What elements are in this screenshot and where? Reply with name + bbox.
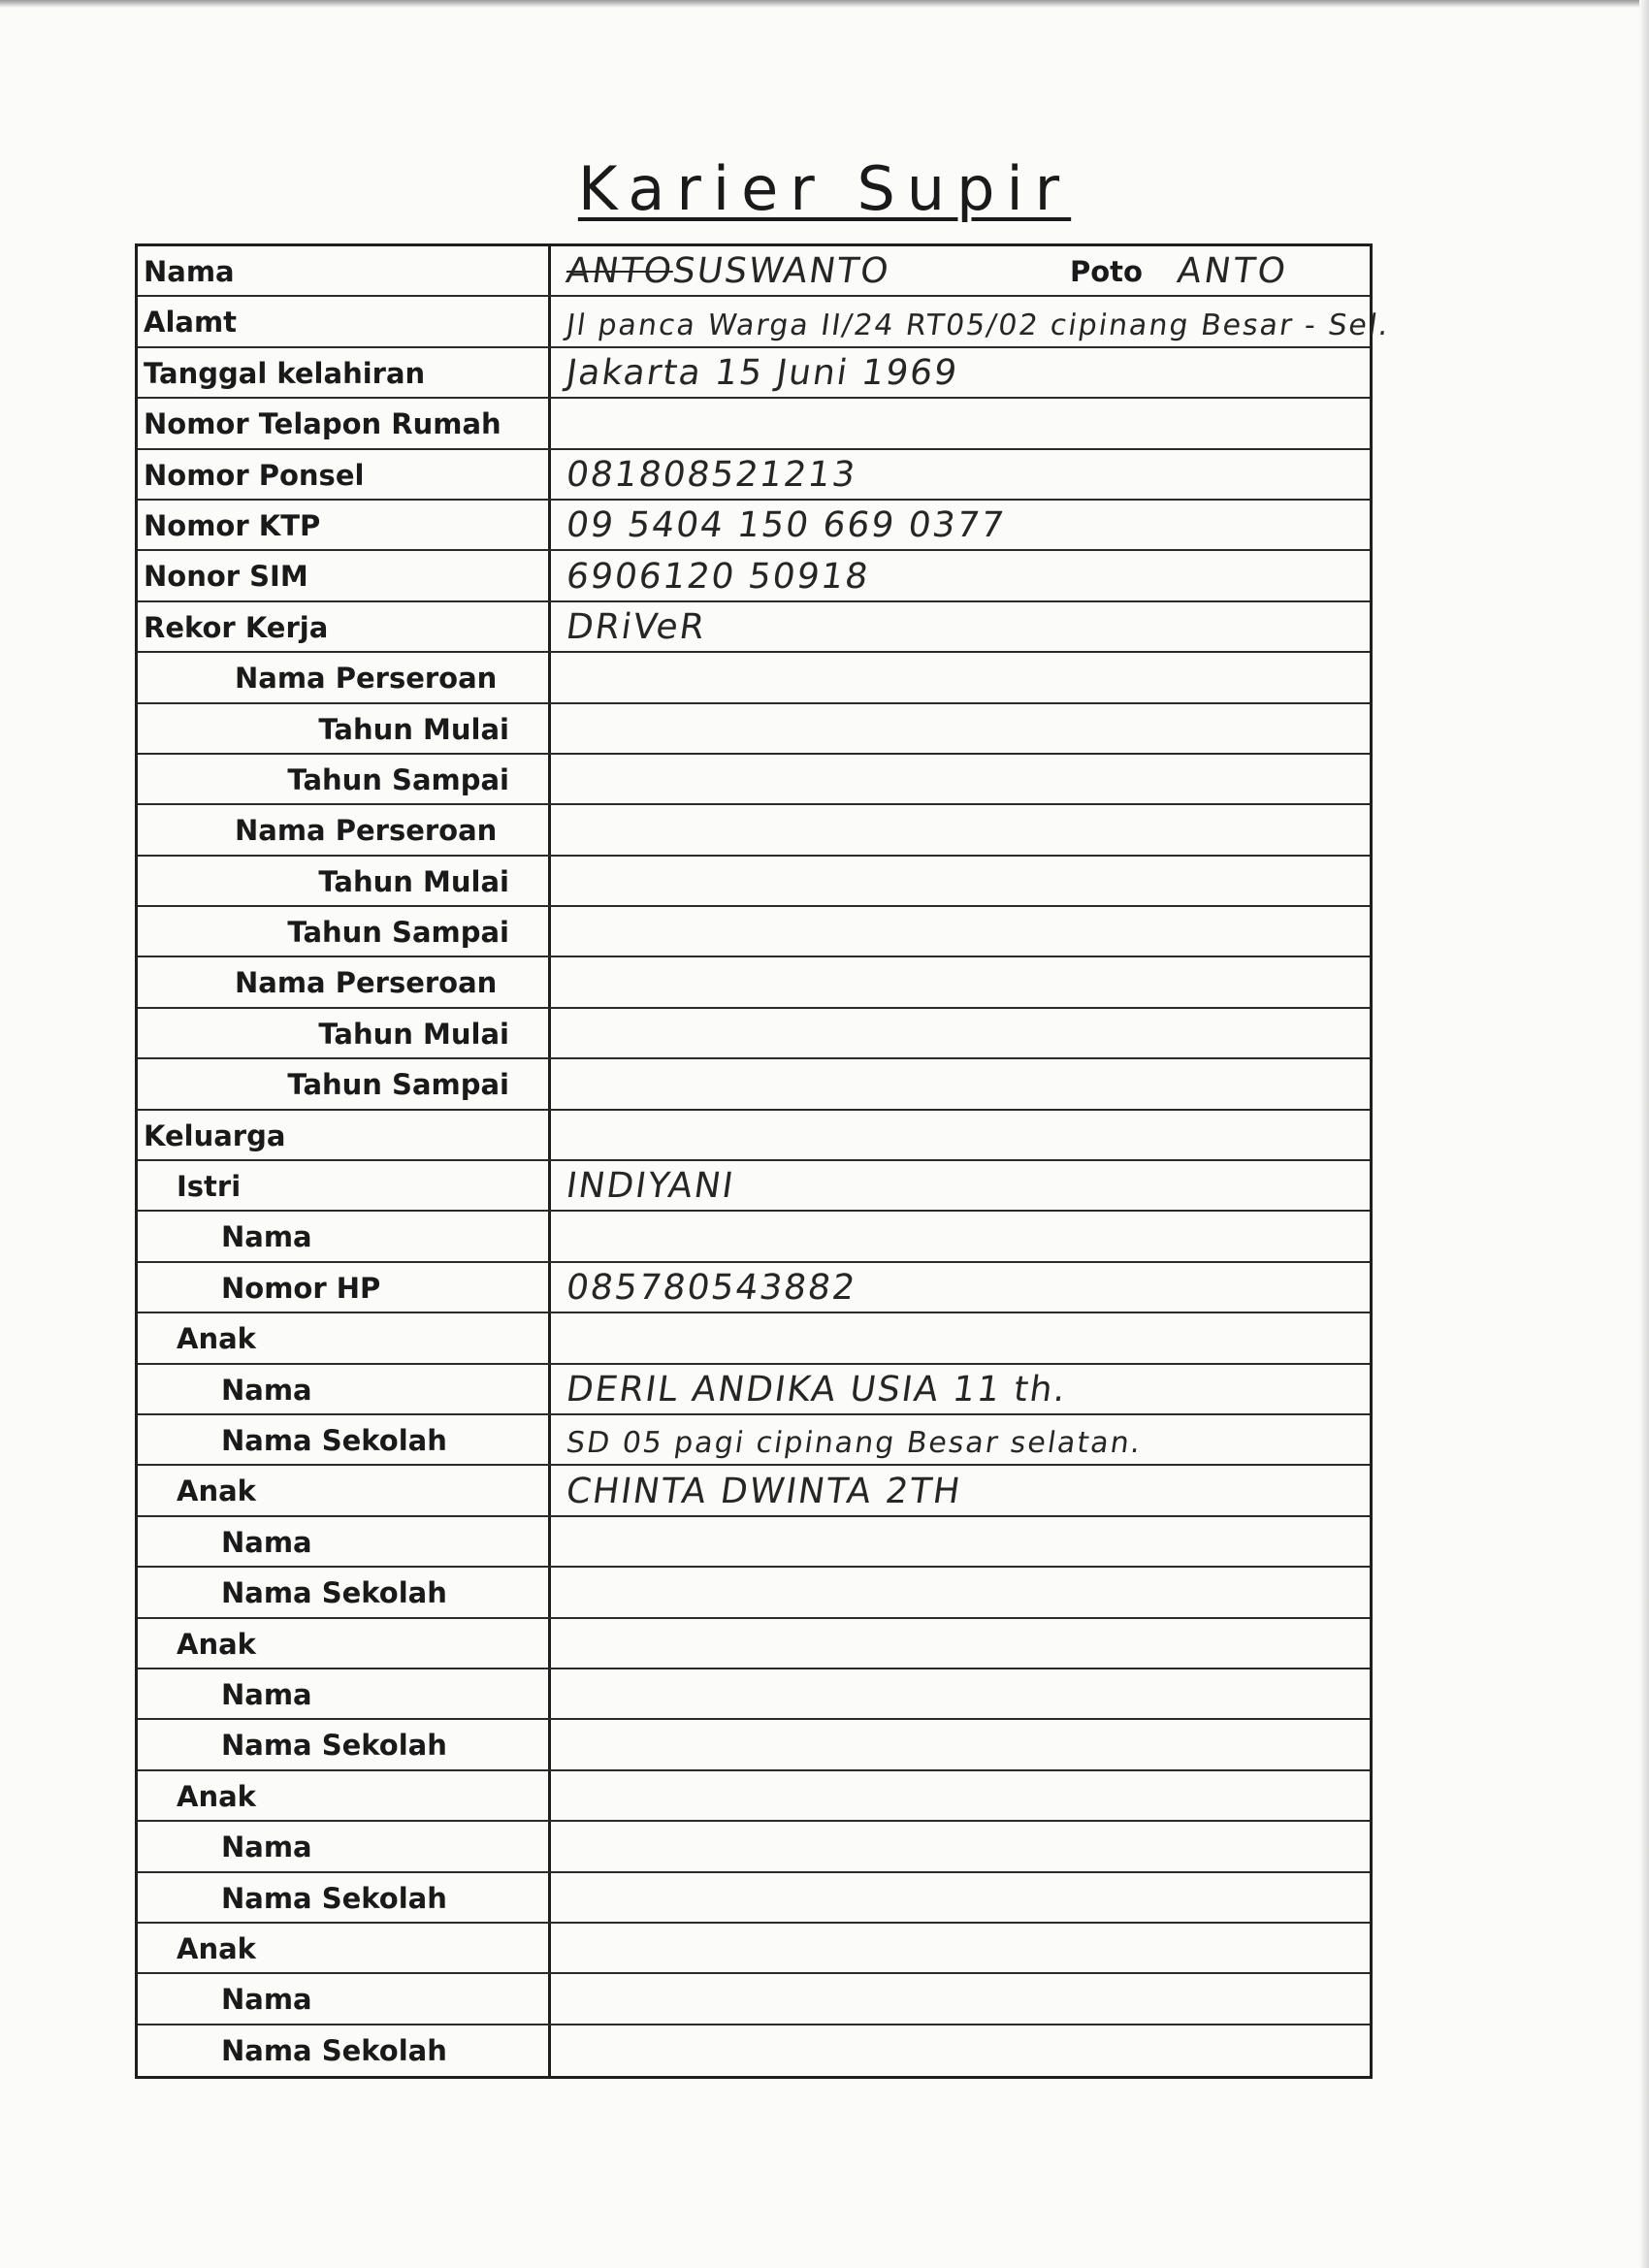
field-label: Nama Sekolah — [138, 1720, 551, 1768]
field-label: Nama — [138, 1212, 551, 1260]
field-value-cell — [551, 551, 1370, 599]
field-label: Nama — [138, 1974, 551, 2023]
form-row-tanggal-lahir — [138, 348, 1370, 399]
field-label: Anak — [138, 1619, 551, 1668]
field-label: Nomor HP — [138, 1263, 551, 1312]
photo-label: Poto — [1070, 255, 1143, 288]
field-value-cell — [551, 907, 1370, 956]
field-label: Nama Perseroan — [138, 653, 551, 701]
field-value-cell — [551, 857, 1370, 905]
field-label: Tanggal kelahiran — [138, 348, 551, 397]
field-value-cell — [551, 501, 1370, 549]
field-value-cell — [551, 1313, 1370, 1362]
form-row-ponsel — [138, 450, 1370, 501]
form-row-anak-nama — [138, 1517, 1370, 1568]
form-row-rekor-kerja — [138, 602, 1370, 653]
section-label: Keluarga — [138, 1111, 551, 1159]
field-label: Nama Perseroan — [138, 805, 551, 854]
form-row-anak — [138, 1924, 1370, 1974]
handwritten-value: DERIL ANDIKA USIA 11 th. — [564, 1369, 1070, 1409]
form-row-ktp — [138, 501, 1370, 551]
form-row-anak — [138, 1313, 1370, 1364]
form-row-anak-sekolah — [138, 1720, 1370, 1770]
field-value-cell — [551, 1568, 1370, 1616]
form-row-anak-nama — [138, 1974, 1370, 2025]
form-row-anak-nama — [138, 1669, 1370, 1720]
field-label: Tahun Sampai — [138, 907, 551, 956]
field-label: Anak — [138, 1466, 551, 1514]
field-label: Nama Sekolah — [138, 1873, 551, 1922]
field-label: Nomor Ponsel — [138, 450, 551, 499]
field-label: Tahun Mulai — [138, 704, 551, 753]
field-value-cell — [551, 1771, 1370, 1820]
form-row-anak-sekolah — [138, 2025, 1370, 2076]
field-value-cell — [551, 653, 1370, 701]
form-row-anak — [138, 1771, 1370, 1822]
form-row-career — [138, 857, 1370, 907]
form-row-career — [138, 1009, 1370, 1059]
form-row-anak-sekolah — [138, 1873, 1370, 1924]
handwritten-value: Jakarta 15 Juni 1969 — [564, 353, 961, 394]
field-label: Tahun Sampai — [138, 1059, 551, 1108]
field-label: Nama Sekolah — [138, 1415, 551, 1464]
field-value-cell — [551, 1059, 1370, 1108]
photo-value: ANTO — [1175, 251, 1291, 292]
scan-edge-top — [0, 0, 1649, 8]
form-row-istri — [138, 1161, 1370, 1212]
field-label: Nama Sekolah — [138, 1568, 551, 1616]
form-row-sim — [138, 551, 1370, 601]
field-label: Nama — [138, 1365, 551, 1413]
field-label: Nama — [138, 1517, 551, 1566]
field-value-cell — [551, 704, 1370, 753]
field-value-cell — [551, 1873, 1370, 1922]
handwritten-value: SD 05 pagi cipinang Besar selatan. — [564, 1426, 1145, 1461]
field-value-cell — [551, 957, 1370, 1006]
form-row-keluarga — [138, 1111, 1370, 1161]
field-value-cell — [551, 1822, 1370, 1870]
field-value-cell — [551, 602, 1370, 651]
field-value-cell — [551, 1415, 1370, 1464]
form-row-anak — [138, 1619, 1370, 1669]
form-row-career — [138, 957, 1370, 1008]
field-value-cell — [551, 1669, 1370, 1718]
field-label: Nonor SIM — [138, 551, 551, 599]
field-value-cell — [551, 1924, 1370, 1972]
field-label: Nama Sekolah — [138, 2025, 551, 2076]
field-value-cell — [551, 805, 1370, 854]
handwritten-value: 085780543882 — [564, 1268, 859, 1309]
handwritten-value: 6906120 50918 — [564, 556, 873, 597]
form-row-career — [138, 805, 1370, 856]
field-value-cell — [551, 1466, 1370, 1514]
field-value-cell — [551, 348, 1370, 397]
field-value-cell — [551, 297, 1393, 345]
form-row-istri-nama — [138, 1212, 1370, 1262]
form-row-telepon-rumah — [138, 399, 1370, 449]
field-label: Rekor Kerja — [138, 602, 551, 651]
field-label: Tahun Sampai — [138, 755, 551, 803]
field-value-cell — [551, 1517, 1370, 1566]
field-label: Tahun Mulai — [138, 1009, 551, 1057]
form-title: Karier Supir — [577, 153, 1072, 224]
form-table — [135, 243, 1393, 2079]
field-value-cell — [551, 1974, 1370, 2023]
field-value-cell — [551, 1212, 1370, 1260]
form-row-nama — [138, 246, 1370, 297]
field-label: Alamt — [138, 297, 551, 345]
handwritten-value: 09 5404 150 669 0377 — [564, 505, 1009, 546]
form-row-anak-sekolah — [138, 1415, 1370, 1466]
form-row-anak — [138, 1466, 1370, 1516]
field-value-cell — [551, 399, 1370, 447]
field-label: Tahun Mulai — [138, 857, 551, 905]
handwritten-value: DRiVeR — [564, 607, 709, 648]
struck-name: ANTO — [564, 251, 676, 292]
field-value-cell — [551, 246, 1370, 295]
field-label: Anak — [138, 1924, 551, 1972]
field-label: Nama Perseroan — [138, 957, 551, 1006]
name-value: SUSWANTO — [670, 251, 893, 292]
handwritten-value: 081808521213 — [564, 454, 859, 495]
form-row-anak-nama — [138, 1365, 1370, 1415]
field-label: Anak — [138, 1313, 551, 1362]
field-label: Nomor Telapon Rumah — [138, 399, 551, 447]
form-row-istri-hp — [138, 1263, 1370, 1313]
field-label: Nomor KTP — [138, 501, 551, 549]
form-row-career — [138, 653, 1370, 703]
handwritten-value: INDIYANI — [564, 1166, 738, 1207]
form-row-career — [138, 704, 1370, 755]
field-value-cell — [551, 1263, 1370, 1312]
form-row-alamat — [138, 297, 1393, 347]
field-value-cell — [551, 450, 1370, 499]
form-row-career — [138, 1059, 1370, 1110]
field-value-cell — [551, 1619, 1370, 1668]
field-value-cell — [551, 2025, 1370, 2076]
handwritten-name — [564, 251, 892, 291]
field-label: Nama — [138, 246, 551, 295]
field-label: Nama — [138, 1822, 551, 1870]
field-value-cell — [551, 1365, 1370, 1413]
form-row-anak-nama — [138, 1822, 1370, 1872]
form-row-anak-sekolah — [138, 1568, 1370, 1618]
form-row-career — [138, 755, 1370, 805]
handwritten-value: CHINTA DWINTA 2TH — [564, 1471, 965, 1511]
field-value-cell — [551, 1720, 1370, 1768]
field-value-cell — [551, 1111, 1370, 1159]
field-value-cell — [551, 1009, 1370, 1057]
form-row-career — [138, 907, 1370, 957]
field-label: Istri — [138, 1161, 551, 1210]
handwritten-value: Jl panca Warga II/24 RT05/02 cipinang Besar - Sel. — [564, 308, 1393, 342]
field-label: Nama — [138, 1669, 551, 1718]
field-label: Anak — [138, 1771, 551, 1820]
field-value-cell — [551, 1161, 1370, 1210]
field-value-cell — [551, 755, 1370, 803]
scan-edge-right — [1639, 0, 1649, 2268]
